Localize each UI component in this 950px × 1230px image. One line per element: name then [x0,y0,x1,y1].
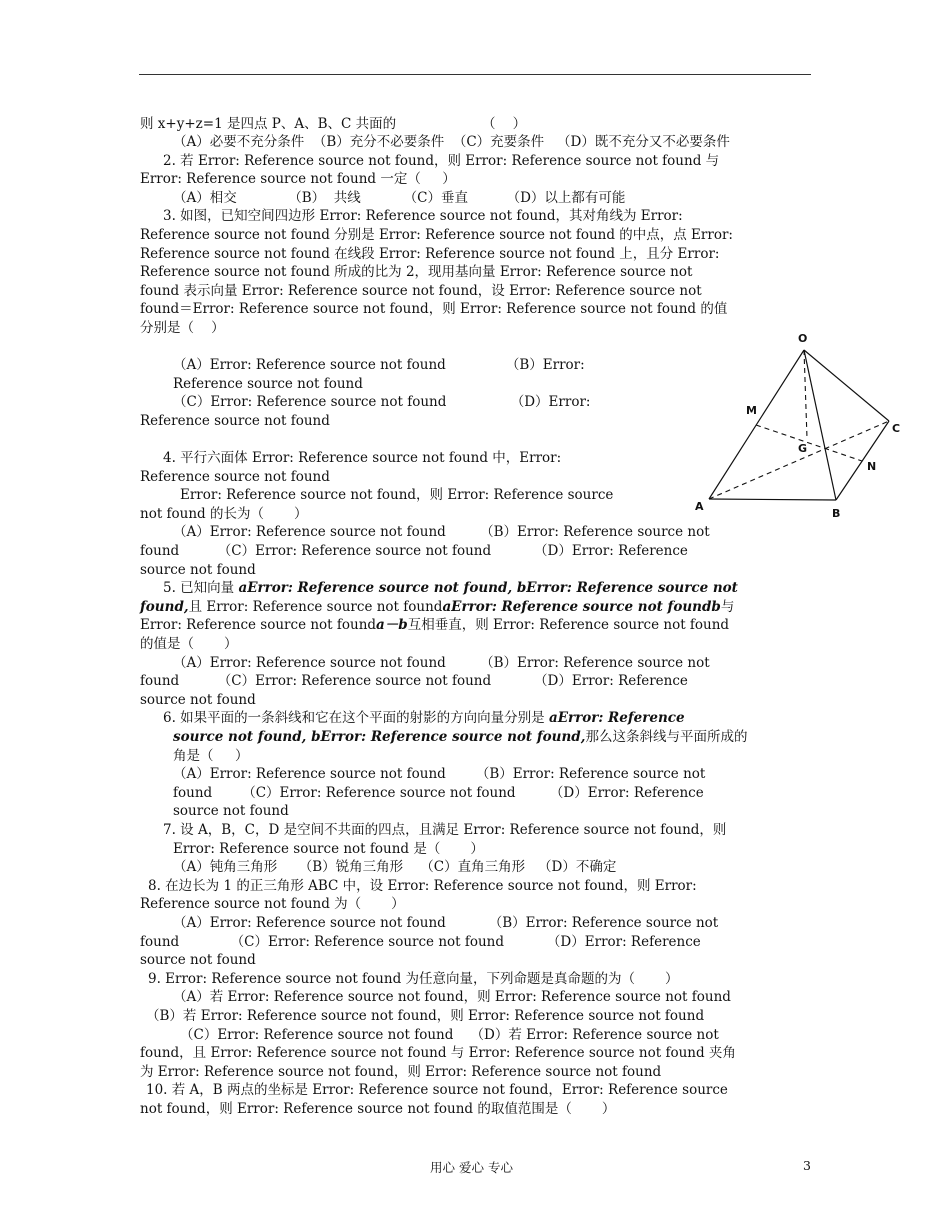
text-line: （A）必要不充分条件 （B）充分不必要条件 （C）充要条件 （D）既不充分又不必要条件 [173,134,730,150]
text-line: source not found [173,803,289,819]
text-line: Reference source not found [140,469,330,485]
question-3: 3. 如图，已知空间四边形 Error: Reference source not found，其对角线为 Error: [163,208,683,224]
text-line: Reference source not found 为（ ） [140,896,405,912]
options-line: （A）若 Error: Reference source not found，则 Error: Reference source not found [173,989,731,1005]
footer-slogan: 用心 爱心 专心 [430,1160,513,1175]
header-rule [139,74,811,75]
text-line: found＝Error: Reference source not found，则 Error: Reference source not found 的值 [140,301,728,317]
vector-text: aError: Reference [548,710,685,726]
label-N: N [867,460,877,473]
options-line: （A）相交 （B） 共线 （C）垂直 （D）以上都有可能 [173,190,626,206]
question-4: 4. 平行六面体 Error: Reference source not found 中，Error: [163,450,562,466]
question-8: 8. 在边长为 1 的正三角形 ABC 中，设 Error: Reference source not found，则 Error: [148,878,697,894]
text-line: Reference source not found 分别是 Error: Reference source not found 的中点，点 Error: [140,227,733,243]
text-line: 为 Error: Reference source not found，则 Error: Reference source not found [140,1064,662,1080]
text-line: 的值是（ ） [140,636,238,652]
options-line: （A）Error: Reference source not found （B）Error: Reference source not [173,766,706,782]
options-line: （C）Error: Reference source not found （D）Error: [173,394,591,410]
text-line [140,616,729,634]
options-line: （C）Error: Reference source not found （D）若 Error: Reference source not [180,1027,719,1043]
text-line: Reference source not found [173,376,363,392]
options-line: found （C）Error: Reference source not found （D）Error: Reference [173,785,704,801]
text-line: Error: Reference source not found，则 Error: Reference source [180,487,614,503]
label-A: A [695,500,704,513]
options-line: （A）Error: Reference source not found （B）Error: [173,357,585,373]
options-line: （A）钝角三角形 （B）锐角三角形 （C）直角三角形 （D）不确定 [173,859,617,875]
question-7: 7. 设 A，B，C，D 是空间不共面的四点，且满足 Error: Reference source not found，则 [163,822,727,838]
text-line: Reference source not found 所成的比为 2，现用基向量 Error: Reference source not [140,264,693,280]
options-line: found （C）Error: Reference source not found （D）Error: Reference [140,673,688,689]
edge-AB [709,499,836,500]
question-10: 10. 若 A，B 两点的坐标是 Error: Reference source not found，Error: Reference source [146,1082,728,1098]
options-line: found （C）Error: Reference source not found （D）Error: Reference [140,543,688,559]
edge-AC-hidden [709,421,889,499]
text-run: 与 [720,599,735,615]
options-line: （A）Error: Reference source not found （B）Error: Reference source not [173,655,710,671]
label-B: B [832,507,841,520]
text-line: source not found [140,692,256,708]
text-line: source not found [140,562,256,578]
vector-text: source not found, bError: Reference source not found, [173,729,586,745]
text-line: not found 的长为（ ） [140,506,308,522]
text-line: found，且 Error: Reference source not found 与 Error: Reference source not found 夹角 [140,1045,736,1061]
text-run: 且 Error: Reference source not found [188,599,443,615]
label-C: C [892,422,901,435]
label-G: G [798,442,808,455]
options-line: （A）Error: Reference source not found （B）Error: Reference source not [173,524,710,540]
text-line: 则 x+y+z=1 是四点 P、A、B、C 共面的 （ ） [140,116,527,132]
options-line: （B）若 Error: Reference source not found，则 Error: Reference source not found [146,1008,705,1024]
text-line: source not found [140,952,256,968]
text-run: 5. 已知向量 [163,580,239,596]
text-line: 分别是（ ） [140,320,225,336]
text-line: Reference source not found 在线段 Error: Reference source not found 上，且分 Error: [140,246,720,262]
label-M: M [746,404,757,417]
text-run: 6. 如果平面的一条斜线和它在这个平面的射影的方向向量分别是 [163,710,549,726]
text-run: 互相垂直，则 Error: Reference source not found [407,617,730,633]
vector-text: aError: Reference source not found, bError: Reference source not [238,580,738,596]
text-line: Reference source not found [140,413,330,429]
edge-BC [836,421,889,500]
question-2: 2. 若 Error: Reference source not found，则 Error: Reference source not found 与 [163,153,720,169]
question-6 [163,709,685,727]
tetrahedron-figure [690,328,910,523]
vector-text: found, [140,599,189,615]
question-9: 9. Error: Reference source not found 为任意向量，下列命题是真命题的为（ ） [148,971,679,987]
vector-text: aError: Reference source not foundb [442,599,721,615]
edge-OA [709,350,804,499]
text-line: Error: Reference source not found 一定（ ） [140,171,456,187]
text-line: not found，则 Error: Reference source not found 的取值范围是（ ） [140,1101,616,1117]
text-line: 角是（ ） [173,748,249,764]
text-line [173,728,747,746]
page-number: 3 [803,1158,811,1173]
vector-text: a－b [376,617,408,633]
text-run: Error: Reference source not found [140,617,377,633]
text-run: 那么这条斜线与平面所成的 [585,729,748,745]
text-line: Error: Reference source not found 是（ ） [173,841,484,857]
label-O: O [798,332,808,345]
question-5 [163,579,738,597]
options-line: （A）Error: Reference source not found （B）Error: Reference source not [173,915,719,931]
text-line: found 表示向量 Error: Reference source not found，设 Error: Reference source not [140,283,702,299]
text-line [140,598,734,616]
options-line: found （C）Error: Reference source not found （D）Error: Reference [140,934,701,950]
